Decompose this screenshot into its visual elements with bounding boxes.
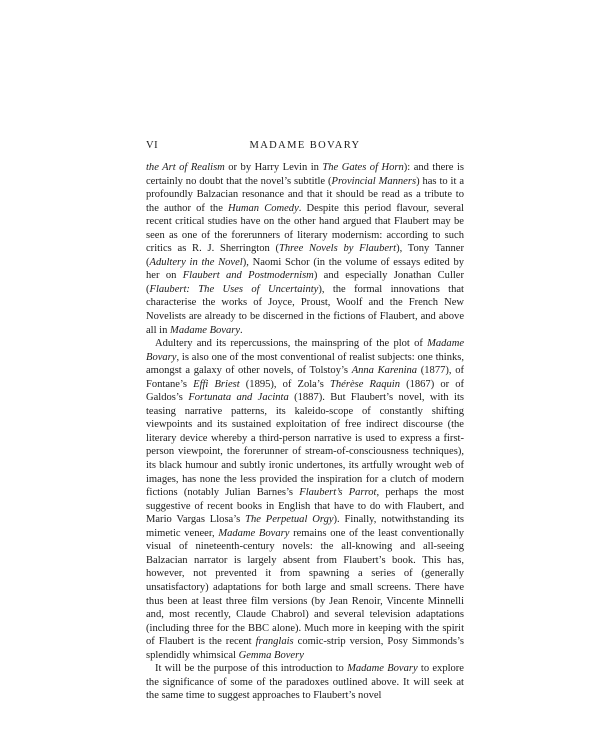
italic-title-text: Thérèse Raquin <box>330 378 400 390</box>
text-run: , is also one of the most conventional of realist subjects: one thinks, amongst a galaxy of other novels, of Tolstoy’s <box>146 351 464 377</box>
italic-title-text: the Art of Realism <box>146 162 225 173</box>
text-run: Adultery and its repercussions, the mainspring of the plot of <box>155 338 428 350</box>
text-run: (1887). But Flaubert’s novel, with its teasing narrative patterns, its kaleido-scope of constantly shifting viewpoints and its sustained exploitation of free indirect discourse (the literary device whereby a third-person narrative is used to express a first-person viewpoint, the forerunner of stream-of-consciousness techniques), its black humour and subtly ironic undertones, its artfully wrought web of images, has none the less provided the inspiration for a clutch of modern fictions (notably Julian Barnes’s <box>146 392 465 499</box>
italic-title-text: Madame Bovary <box>218 527 290 539</box>
text-run: ), Tony Tanner ( <box>146 243 464 268</box>
italic-title-text: The Gates of Horn <box>322 162 404 173</box>
text-run: or by Harry Levin in <box>224 162 323 173</box>
italic-title-text: Flaubert and Postmodernism <box>182 270 314 282</box>
text-run: comic-strip version, Posy Simmonds’s splendidly whimsical <box>146 636 465 661</box>
text-run: ): and there is certainly no doubt that the novel’s subtitle ( <box>146 162 464 187</box>
text-run: ), Naomi Schor (in the volume of essays edited by her on <box>146 256 464 282</box>
paragraph <box>146 161 464 337</box>
text-run: ) and especially Jonathan Culler ( <box>146 270 464 295</box>
italic-title-text: Provincial Manners <box>331 175 417 187</box>
page-number: VI <box>146 140 159 151</box>
italic-title-text: franglais <box>255 636 294 648</box>
text-run: , perhaps the most suggestive of recent books in English that have to do with Flaubert, and Mario Vargas Llosa’s <box>146 487 464 526</box>
italic-title-text: Flaubert’s Parrot <box>299 487 377 499</box>
text-run: . Despite this period flavour, several recent critical studies have on the other hand argued that Flaubert may be seen as one of the forerunners of literary modernism: according to such critics as R. J. Sherrington ( <box>146 202 464 255</box>
running-head <box>146 140 464 156</box>
italic-title-text: Adultery in the Novel <box>149 256 243 268</box>
italic-title-text: Madame Bovary <box>170 324 241 336</box>
text-run: . <box>240 324 243 336</box>
body-text <box>146 161 464 703</box>
italic-title-text: Three Novels by Flaubert <box>279 243 397 255</box>
italic-title-text: Flaubert: The Uses of Uncertainty <box>149 283 319 295</box>
text-run: (1877), of Fontane’s <box>146 365 464 390</box>
italic-title-text: The Perpetual Orgy <box>245 514 334 526</box>
paragraph <box>146 662 464 703</box>
italic-title-text: Human Comedy <box>228 202 299 214</box>
text-run: ) has to it a profoundly Balzacian resonance and that it should be read as a tribute to the author of the <box>146 175 464 214</box>
italic-title-text: Fortunata and Jacinta <box>188 392 289 404</box>
italic-title-text: Madame Bovary <box>146 338 464 363</box>
text-run: (1895), of Zola’s <box>239 378 331 390</box>
italic-title-text: Madame Bovary <box>347 663 418 675</box>
paragraph <box>146 337 464 662</box>
italic-title-text: Anna Karenina <box>351 365 418 377</box>
italic-title-text: Gemma Bovery <box>238 649 304 661</box>
italic-title-text: Effi Briest <box>193 378 240 390</box>
text-run: ), the formal innovations that characterise the works of Joyce, Proust, Woolf and the French New Novelists are already to be discerned in the fictions of Flaubert, and above all in <box>146 283 464 336</box>
text-run: to explore the significance of some of the paradoxes outlined above. It will seek at the same time to suggest approaches to Flaubert’s novel <box>146 663 464 702</box>
text-run: (1867) or of Galdos’s <box>146 378 464 404</box>
text-run: It will be the purpose of this introduction to <box>155 663 348 675</box>
book-page <box>146 140 464 703</box>
running-title: MADAME BOVARY <box>249 140 361 151</box>
text-run: remains one of the least conventionally visual of nineteenth-century novels: the all-knowing and all-seeing Balzacian narrator is largely absent from Flaubert’s book. This has, however, not prevented it from spawning a series of (generally unsatisfactory) adaptations for both large and small screens. There have thus been at least three film versions (by Jean Renoir, Vincente Minnelli and, most recently, Claude Chabrol) and several television adaptations (including three for the BBC alone). Much more in keeping with the spirit of Flaubert is the recent <box>146 527 464 648</box>
text-run: ). Finally, notwithstanding its mimetic veneer, <box>146 514 465 539</box>
